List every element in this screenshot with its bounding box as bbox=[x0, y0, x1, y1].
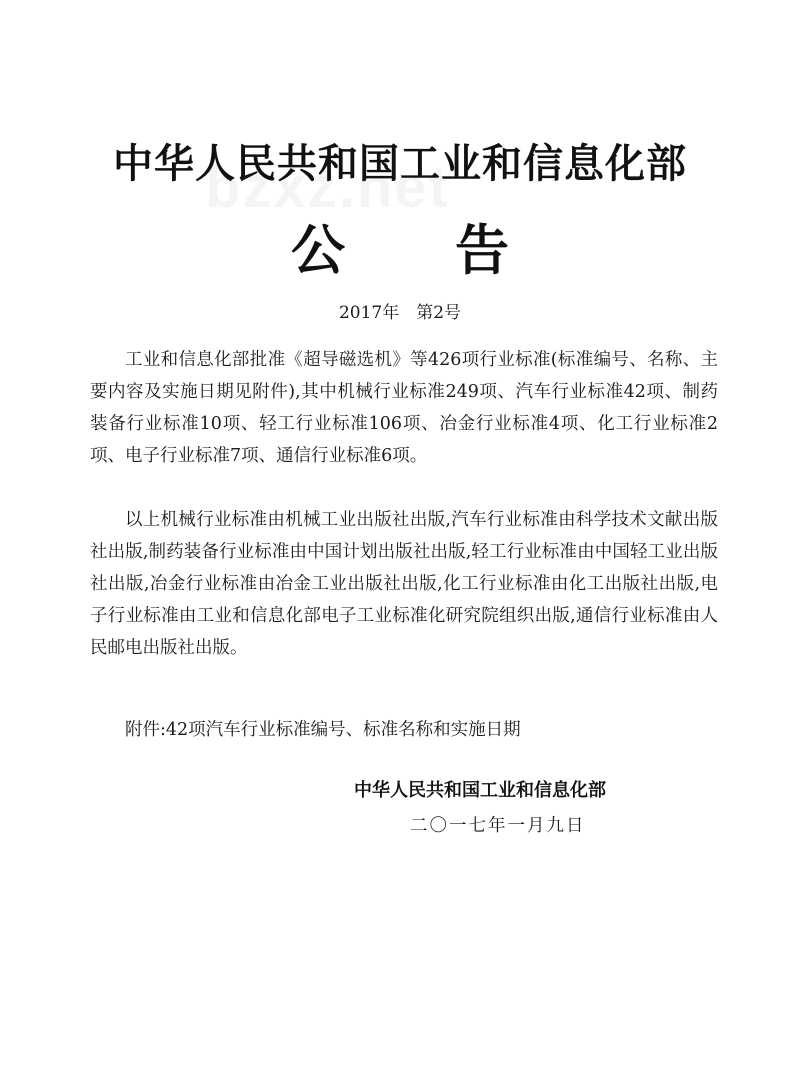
issue-number: 2017年 第2号 bbox=[338, 303, 462, 323]
issue-date: 二〇一七年一月九日 bbox=[410, 816, 586, 836]
issuer-signature: 中华人民共和国工业和信息化部 bbox=[354, 780, 606, 801]
body-paragraph-2: 以上机械行业标准由机械工业出版社出版,汽车行业标准由科学技术文献出版社出版,制药装备行业标准由中国计划出版社出版,轻工行业标准由中国轻工业出版社出版,冶金行业标准由冶金工业出版社出版,化工行业标准由化工出版社出版,电子行业标准由工业和信息化部电子工业标准化研究院组织出版,通信行业标准由人民邮电出版社出版。 bbox=[90, 510, 718, 658]
attachment-note: 附件:42项汽车行业标准编号、标准名称和实施日期 bbox=[125, 720, 521, 740]
body-paragraph-1: 工业和信息化部批准《超导磁选机》等426项行业标准(标准编号、名称、主要内容及实施日期见附件),其中机械行业标准249项、汽车行业标准42项、制药装备行业标准10项、轻工行业标准106项、冶金行业标准4项、化工行业标准2项、电子行业标准7项、通信行业标准6项。 bbox=[90, 350, 718, 466]
ministry-title: 中华人民共和国工业和信息化部 bbox=[113, 141, 687, 187]
announcement-heading: 公告 bbox=[291, 219, 619, 282]
